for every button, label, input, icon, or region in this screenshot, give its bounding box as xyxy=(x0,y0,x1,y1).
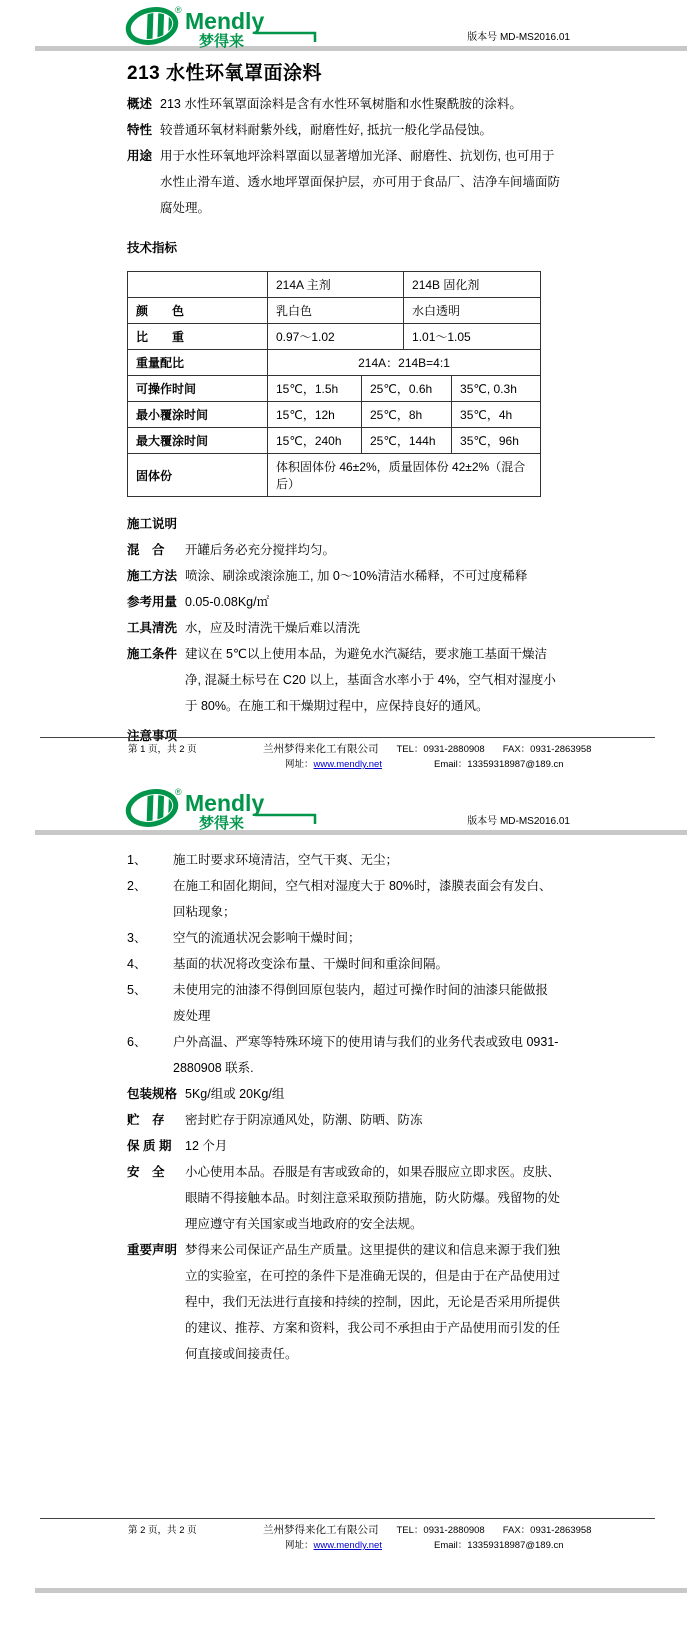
storage-label: 贮 存 xyxy=(127,1113,165,1127)
disclaimer-text: 梦得来公司保证产品生产质量。这里提供的建议和信息来源于我们独立的实验室，在可控的条件下是准确无误的，但是由于在产品使用过程中，我们无法进行直接和持续的控制，因此，无论是否采用所提供的建议、推荐、方案和资料，我公司不承担由于产品使用而引发的任何直接或间接责任。 xyxy=(185,1243,561,1361)
footer-line-1 xyxy=(40,1523,655,1538)
table-row-pot-life xyxy=(128,376,541,402)
coverage-label: 参考用量 xyxy=(127,595,178,609)
table-cell: 0.97～1.02 xyxy=(268,324,404,350)
overview-row xyxy=(127,91,560,117)
packaging-label: 包装规格 xyxy=(127,1087,178,1101)
note-number: 2、 xyxy=(127,879,147,893)
apply-heading: 施工说明 xyxy=(127,517,178,531)
note-number: 5、 xyxy=(127,983,147,997)
brand-name-cn: 梦得来 xyxy=(199,33,245,48)
safety-text: 小心使用本品。吞服是有害或致命的，如果吞服应立即求医。皮肤、眼睛不得接触本品。时刻注意采取预防措施，防火防爆。残留物的处理应遵守有关国家或当地政府的安全法规。 xyxy=(185,1165,561,1231)
brand-name-cn: 梦得来 xyxy=(199,815,245,830)
table-cell: 1.01～1.05 xyxy=(404,324,541,350)
website-label: 网址： xyxy=(285,759,314,770)
note-text: 未使用完的油漆不得倒回原包装内，超过可操作时间的油漆只能做报废处理 xyxy=(173,983,549,1023)
table-cell: 25℃，8h xyxy=(362,402,452,428)
conditions-row xyxy=(127,641,560,719)
footer-fax: FAX：0931-2863958 xyxy=(502,1525,592,1536)
note-item-5 xyxy=(127,977,560,1029)
overview-label: 概述 xyxy=(127,97,153,111)
tech-table xyxy=(127,271,541,497)
table-cell: 可操作时间 xyxy=(128,376,268,402)
company-name: 兰州梦得来化工有限公司 xyxy=(263,1524,379,1536)
storage-text: 密封贮存于阴凉通风处，防潮、防晒、防冻 xyxy=(185,1113,423,1127)
note-text: 施工时要求环境清洁，空气干爽、无尘； xyxy=(173,853,399,867)
table-cell: 25℃，144h xyxy=(362,428,452,454)
packaging-text: 5Kg/组或 20Kg/组 xyxy=(185,1087,285,1101)
website-link[interactable]: www.mendly.net xyxy=(313,759,382,770)
coverage-row xyxy=(127,589,560,615)
conditions-text: 建议在 5℃以上使用本品，为避免水汽凝结，要求施工基面干燥洁净, 混凝土标号在 C20 以上，基面含水率小于 4%，空气相对湿度小于 80%。在施工和干燥期过程中，应保持良好的通风。 xyxy=(185,647,556,713)
registered-mark: ® xyxy=(175,787,182,797)
footer-email: Email：13359318987@189.cn xyxy=(433,1540,564,1551)
usage-row xyxy=(127,143,560,221)
version-label: 版本号 MD-MS2016.01 xyxy=(467,816,570,827)
version-label: 版本号 MD-MS2016.01 xyxy=(467,32,570,43)
table-row-min-recoat xyxy=(128,402,541,428)
table-cell-col-a: 214A 主剂 xyxy=(268,272,404,298)
usage-text: 用于水性环氧地坪涂料罩面以显著增加光泽、耐磨性、抗划伤, 也可用于水性止滑车道、透水地坪罩面保护层，亦可用于食品厂、洁净车间墙面防腐处理。 xyxy=(160,149,561,215)
product-title: 213 水性环氧罩面涂料 xyxy=(127,63,322,84)
table-row-max-recoat xyxy=(128,428,541,454)
page2-content xyxy=(0,835,687,1367)
table-cell: 35℃，96h xyxy=(452,428,541,454)
note-number: 6、 xyxy=(127,1035,147,1049)
note-text: 在施工和固化期间，空气相对湿度大于 80%时，漆膜表面会有发白、回粘现象； xyxy=(173,879,552,919)
mendly-logo-graphic xyxy=(125,784,320,830)
table-cell: 25℃，0.6h xyxy=(362,376,452,402)
overview-text: 213 水性环氧罩面涂料是含有水性环氧树脂和水性聚酰胺的涂料。 xyxy=(160,97,522,111)
features-row xyxy=(127,117,560,143)
brand-name: Mendly xyxy=(185,8,265,34)
note-item-4 xyxy=(127,951,560,977)
table-cell: 重量配比 xyxy=(128,350,268,376)
brand-name: Mendly xyxy=(185,790,265,816)
table-cell: 最大覆涂时间 xyxy=(128,428,268,454)
table-cell: 比 重 xyxy=(128,324,268,350)
page1-content xyxy=(0,58,687,749)
packaging-row xyxy=(127,1081,560,1107)
table-cell: 水白透明 xyxy=(404,298,541,324)
disclaimer-label: 重要声明 xyxy=(127,1243,178,1257)
page-1 xyxy=(0,0,687,770)
table-cell xyxy=(128,272,268,298)
table-row-ratio xyxy=(128,350,541,376)
note-text: 基面的状况将改变涂布量、干燥时间和重涂间隔。 xyxy=(173,957,449,971)
features-label: 特性 xyxy=(127,123,153,137)
footer-fax: FAX：0931-2863958 xyxy=(502,744,592,755)
website-link[interactable]: www.mendly.net xyxy=(313,1540,382,1551)
table-cell: 35℃，4h xyxy=(452,402,541,428)
page-header xyxy=(0,0,687,46)
table-cell: 35℃, 0.3h xyxy=(452,376,541,402)
mixing-row xyxy=(127,537,560,563)
method-label: 施工方法 xyxy=(127,569,178,583)
footer-line-2 xyxy=(40,1538,655,1553)
bottom-divider xyxy=(35,1588,687,1593)
safety-row xyxy=(127,1159,560,1237)
cleaning-text: 水，应及时清洗干燥后难以清洗 xyxy=(185,621,361,635)
note-item-3 xyxy=(127,925,560,951)
table-cell: 15℃，12h xyxy=(268,402,362,428)
table-row-header xyxy=(128,272,541,298)
website-label: 网址： xyxy=(285,1540,314,1551)
method-row xyxy=(127,563,560,589)
notes-heading: 注意事项 xyxy=(127,729,178,743)
table-cell: 颜 色 xyxy=(128,298,268,324)
tech-heading: 技术指标 xyxy=(127,241,178,255)
mixing-label: 混 合 xyxy=(127,543,165,557)
table-cell: 体积固体份 46±2%，质量固体份 42±2%（混合后） xyxy=(268,454,541,497)
table-cell: 乳白色 xyxy=(268,298,404,324)
table-cell: 15℃，240h xyxy=(268,428,362,454)
shelf-life-label: 保 质 期 xyxy=(127,1139,172,1153)
note-number: 3、 xyxy=(127,931,147,945)
table-row-gravity xyxy=(128,324,541,350)
cleaning-label: 工具清洗 xyxy=(127,621,178,635)
storage-row xyxy=(127,1107,560,1133)
registered-mark: ® xyxy=(175,5,182,15)
safety-label: 安 全 xyxy=(127,1165,165,1179)
note-number: 1、 xyxy=(127,853,147,867)
table-row-solids xyxy=(128,454,541,497)
table-cell: 固体份 xyxy=(128,454,268,497)
table-row-color xyxy=(128,298,541,324)
footer-line-1 xyxy=(40,742,655,757)
mendly-logo xyxy=(125,784,320,835)
table-cell: 214A：214B=4:1 xyxy=(268,350,541,376)
note-item-1 xyxy=(127,847,560,873)
page-2 xyxy=(0,770,687,1638)
note-text: 户外高温、严寒等特殊环境下的使用请与我们的业务代表或致电 0931-2880908 联系. xyxy=(173,1035,559,1075)
note-text: 空气的流通状况会影响干燥时间； xyxy=(173,931,361,945)
cleaning-row xyxy=(127,615,560,641)
footer-tel: TEL：0931-2880908 xyxy=(396,744,485,755)
footer-tel: TEL：0931-2880908 xyxy=(396,1525,485,1536)
page-number: 第 2 页，共 2 页 xyxy=(128,1525,197,1536)
page-header xyxy=(0,770,687,830)
usage-label: 用途 xyxy=(127,149,153,163)
table-cell: 最小覆涂时间 xyxy=(128,402,268,428)
mendly-logo-graphic xyxy=(125,2,320,48)
table-cell-col-b: 214B 固化剂 xyxy=(404,272,541,298)
shelf-life-text: 12 个月 xyxy=(185,1139,228,1153)
logo-underline-icon xyxy=(255,815,315,824)
shelf-life-row xyxy=(127,1133,560,1159)
logo-underline-icon xyxy=(255,33,315,42)
coverage-text: 0.05-0.08Kg/㎡ xyxy=(185,595,270,609)
note-item-2 xyxy=(127,873,560,925)
method-text: 喷涂、刷涂或滚涂施工, 加 0～10%清洁水稀释，不可过度稀释 xyxy=(185,569,528,583)
company-name: 兰州梦得来化工有限公司 xyxy=(263,743,379,755)
features-text: 较普通环氧材料耐紫外线，耐磨性好, 抵抗一般化学品侵蚀。 xyxy=(160,123,492,137)
table-cell: 15℃，1.5h xyxy=(268,376,362,402)
conditions-label: 施工条件 xyxy=(127,647,178,661)
mendly-logo xyxy=(125,2,320,53)
mixing-text: 开罐后务必充分搅拌均匀。 xyxy=(185,543,336,557)
page1-footer xyxy=(40,737,655,772)
footer-email: Email：13359318987@189.cn xyxy=(433,759,564,770)
note-item-6 xyxy=(127,1029,560,1081)
page2-footer xyxy=(40,1518,655,1553)
disclaimer-row xyxy=(127,1237,560,1367)
note-number: 4、 xyxy=(127,957,147,971)
page-number: 第 1 页，共 2 页 xyxy=(128,744,197,755)
